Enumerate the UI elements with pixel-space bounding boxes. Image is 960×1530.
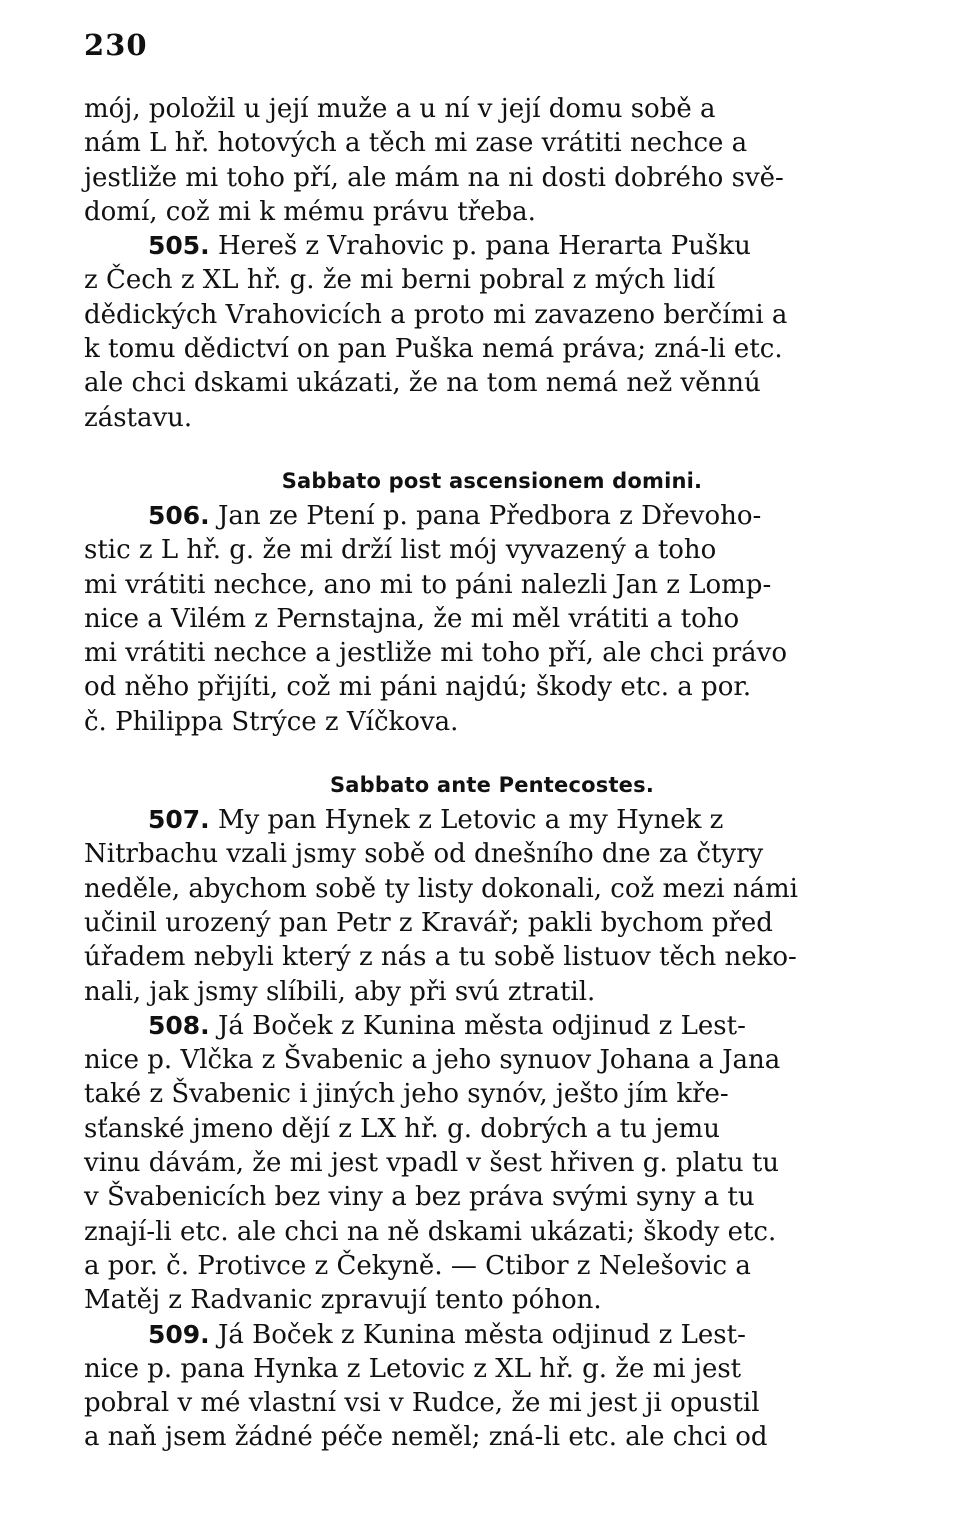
entry-number: 506. [148, 500, 210, 530]
entry-number: 505. [148, 231, 210, 261]
entry-506 [84, 499, 900, 739]
entry-508 [84, 1009, 900, 1318]
entry-507 [84, 803, 900, 1009]
section-heading-ascension: Sabbato post ascensionem domini. [281, 468, 703, 493]
entry-text: Já Boček z Kunina města odjinud z Lest- nice p. Vlčka z Švabenic a jeho synuov Johana a Jana také z Švabenic i jiných jeho synóv, ješto jím kře- sťanské jmeno dějí z LX hř. g. dobrých a tu jemu vinu dávám, že mi jest vpadl v šest hřiven g. platu tu v Švabenicích bez viny a bez práva svými syny a tu znají-li etc. ale chci na ně dskami ukázati; škody etc. a por. č. Protivce z Čekyně. — Ctibor z Nelešovic a Matěj z Radvanic zpravují tento póhon. [84, 1010, 781, 1316]
entry-number: 507. [148, 805, 210, 835]
entry-number: 509. [148, 1319, 210, 1349]
entry-text: My pan Hynek z Letovic a my Hynek z Nitrbachu vzali jsmy sobě od dnešního dne za čtyry neděle, abychom sobě ty listy dokonali, což mezi námi učinil urozený pan Petr z Kravář; pakli bychom před úřadem nebyli který z nás a tu sobě listuov těch neko- nali, jak jsmy slíbili, aby při svú ztratil. [84, 805, 798, 1007]
entry-text: Já Boček z Kunina města odjinud z Lest- nice p. pana Hynka z Letovic z XL hř. g. že mi jest pobral v mé vlastní vsi v Rudce, že mi jest ji opustil a naň jsem žádné péče neměl; zná-li etc. ale chci od [84, 1319, 768, 1453]
page-number: 230 [84, 28, 148, 62]
section-heading-pentecost: Sabbato ante Pentecostes. [329, 773, 655, 798]
entry-509 [84, 1318, 900, 1455]
paragraph-text: mój, položil u její muže a u ní v její domu sobě a nám L hř. hotových a těch mi zase vrátiti nechce a jestliže mi toho pří, ale mám na ni dosti dobrého svě- domí, což mi k mému právu třeba. [84, 94, 784, 227]
entry-text: Hereš z Vrahovic p. pana Herarta Pušku z Čech z XL hř. g. že mi berni pobral z mých lidí dědických Vrahovicích a proto mi zavazeno berčími a k tomu dědictví on pan Puška nemá práva; zná-li etc. ale chci dskami ukázati, že na tom nemá než věnnú zástavu. [84, 231, 788, 433]
entry-505 [84, 229, 900, 435]
entry-text: Jan ze Ptení p. pana Předbora z Dřevoho- stic z L hř. g. že mi drží list mój vyvazený a toho mi vrátiti nechce, ano mi to páni nalezli Jan z Lomp- nice a Vilém z Pernstajna, že mi měl vrátiti a toho mi vrátiti nechce a jestliže mi toho pří, ale chci právo od něho přijíti, což mi páni najdú; škody etc. a por. č. Philippa Strýce z Víčkova. [84, 500, 788, 737]
entry-number: 508. [148, 1010, 210, 1040]
page-content [84, 92, 900, 1455]
paragraph-continuation [84, 92, 900, 229]
